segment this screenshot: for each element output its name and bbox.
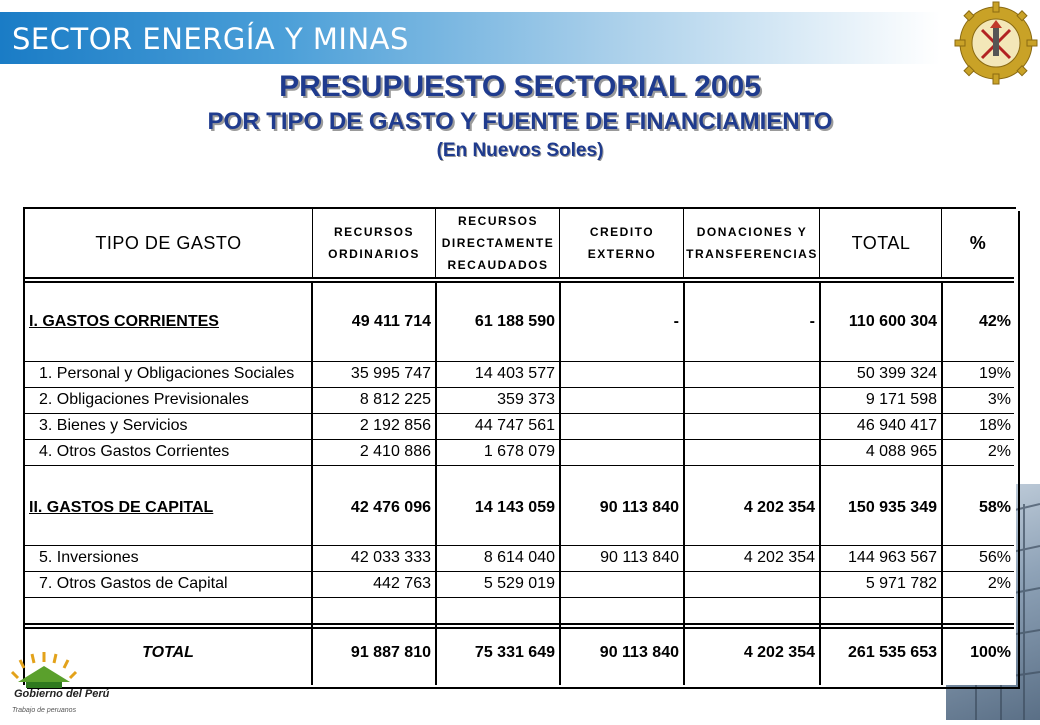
cell-rdr: 8 614 040	[483, 549, 555, 566]
cell-pct: 58%	[978, 499, 1011, 516]
col-header-tipo: TIPO DE GASTO	[25, 209, 313, 277]
cell-pct: 56%	[978, 549, 1011, 566]
col-header-total: TOTAL	[821, 209, 942, 277]
row-label: 7. Otros Gastos de Capital	[39, 575, 228, 592]
cell-ce: 90 113 840	[599, 644, 679, 661]
cell-ro: 42 033 333	[350, 549, 431, 566]
logo-tagline: Trabajo de peruanos	[12, 707, 77, 714]
row-rule	[25, 597, 1014, 598]
row-label: 4. Otros Gastos Corrientes	[39, 443, 230, 460]
cell-pct: 19%	[978, 365, 1011, 382]
cell-rdr: 44 747 561	[474, 417, 555, 434]
row-label: 5. Inversiones	[39, 549, 139, 566]
cell-rdr: 359 373	[497, 391, 555, 408]
cell-pct: 3%	[987, 391, 1011, 408]
cell-total: 46 940 417	[856, 417, 937, 434]
col-rule	[311, 281, 313, 685]
total-label: TOTAL	[142, 644, 194, 661]
cell-total: 5 971 782	[865, 575, 937, 592]
col-header-recursos-directamente-recaudados: RECURSOS DIRECTAMENTE RECAUDADOS	[437, 209, 560, 277]
col-rule	[559, 281, 561, 685]
cell-dt: 4 202 354	[743, 644, 815, 661]
cell-pct: 2%	[987, 443, 1011, 460]
cell-dt: -	[809, 313, 815, 330]
cell-total: 50 399 324	[856, 365, 937, 382]
cell-total: 110 600 304	[848, 313, 937, 330]
header-rule	[25, 277, 1014, 279]
units-note: (En Nuevos Soles)	[436, 140, 604, 161]
cell-total: 150 935 349	[848, 499, 937, 516]
cell-rdr: 1 678 079	[483, 443, 555, 460]
cell-dt: 4 202 354	[743, 549, 815, 566]
cell-dt: 4 202 354	[743, 499, 815, 516]
cell-ce: 90 113 840	[599, 499, 679, 516]
cell-rdr: 5 529 019	[483, 575, 555, 592]
row-label: 2. Obligaciones Previsionales	[39, 391, 249, 408]
logo-name: Gobierno del Perú	[14, 688, 110, 700]
row-label: I. GASTOS CORRIENTES	[29, 313, 219, 330]
row-label: II. GASTOS DE CAPITAL	[29, 499, 214, 516]
cell-ro: 49 411 714	[351, 313, 431, 330]
col-rule	[819, 281, 821, 685]
page-title: PRESUPUESTO SECTORIAL 2005	[279, 70, 761, 103]
cell-ce: 90 113 840	[600, 549, 679, 566]
cell-pct: 100%	[970, 644, 1011, 661]
col-header-recursos-ordinarios: RECURSOS ORDINARIOS	[313, 209, 436, 277]
cell-total: 9 171 598	[865, 391, 937, 408]
col-rule	[435, 281, 437, 685]
cell-ro: 2 410 886	[359, 443, 431, 460]
banner-title: SECTOR ENERGÍA Y MINAS	[12, 22, 409, 56]
col-rule	[683, 281, 685, 685]
sector-banner	[0, 12, 940, 64]
cell-ce: -	[673, 313, 679, 330]
row-rule	[25, 465, 1014, 466]
col-rule	[941, 281, 943, 685]
total-rule-double	[25, 627, 1014, 629]
header-rule-double	[25, 281, 1014, 283]
row-label: 3. Bienes y Servicios	[39, 417, 188, 434]
cell-rdr: 14 143 059	[474, 499, 555, 516]
row-label: 1. Personal y Obligaciones Sociales	[39, 365, 295, 382]
total-rule	[25, 623, 1014, 625]
cell-ro: 91 887 810	[350, 644, 431, 661]
col-header-donaciones: DONACIONES Y TRANSFERENCIAS	[685, 209, 820, 277]
col-header-percent: %	[969, 232, 987, 253]
page-subtitle: POR TIPO DE GASTO Y FUENTE DE FINANCIAMIENTO	[207, 108, 833, 135]
cell-ro: 35 995 747	[350, 365, 431, 382]
cell-ro: 442 763	[373, 575, 431, 592]
cell-pct: 42%	[978, 313, 1011, 330]
col-header-credito-externo: CREDITO EXTERNO	[561, 209, 684, 277]
cell-pct: 2%	[987, 575, 1011, 592]
cell-ro: 2 192 856	[359, 417, 431, 434]
budget-table	[23, 207, 1016, 685]
cell-rdr: 14 403 577	[474, 365, 555, 382]
cell-rdr: 75 331 649	[474, 644, 555, 661]
cell-pct: 18%	[978, 417, 1011, 434]
cell-total: 4 088 965	[865, 443, 937, 460]
cell-ro: 8 812 225	[359, 391, 431, 408]
cell-rdr: 61 188 590	[474, 313, 555, 330]
cell-total: 261 535 653	[848, 644, 937, 661]
cell-total: 144 963 567	[848, 549, 937, 566]
cell-ro: 42 476 096	[350, 499, 431, 516]
